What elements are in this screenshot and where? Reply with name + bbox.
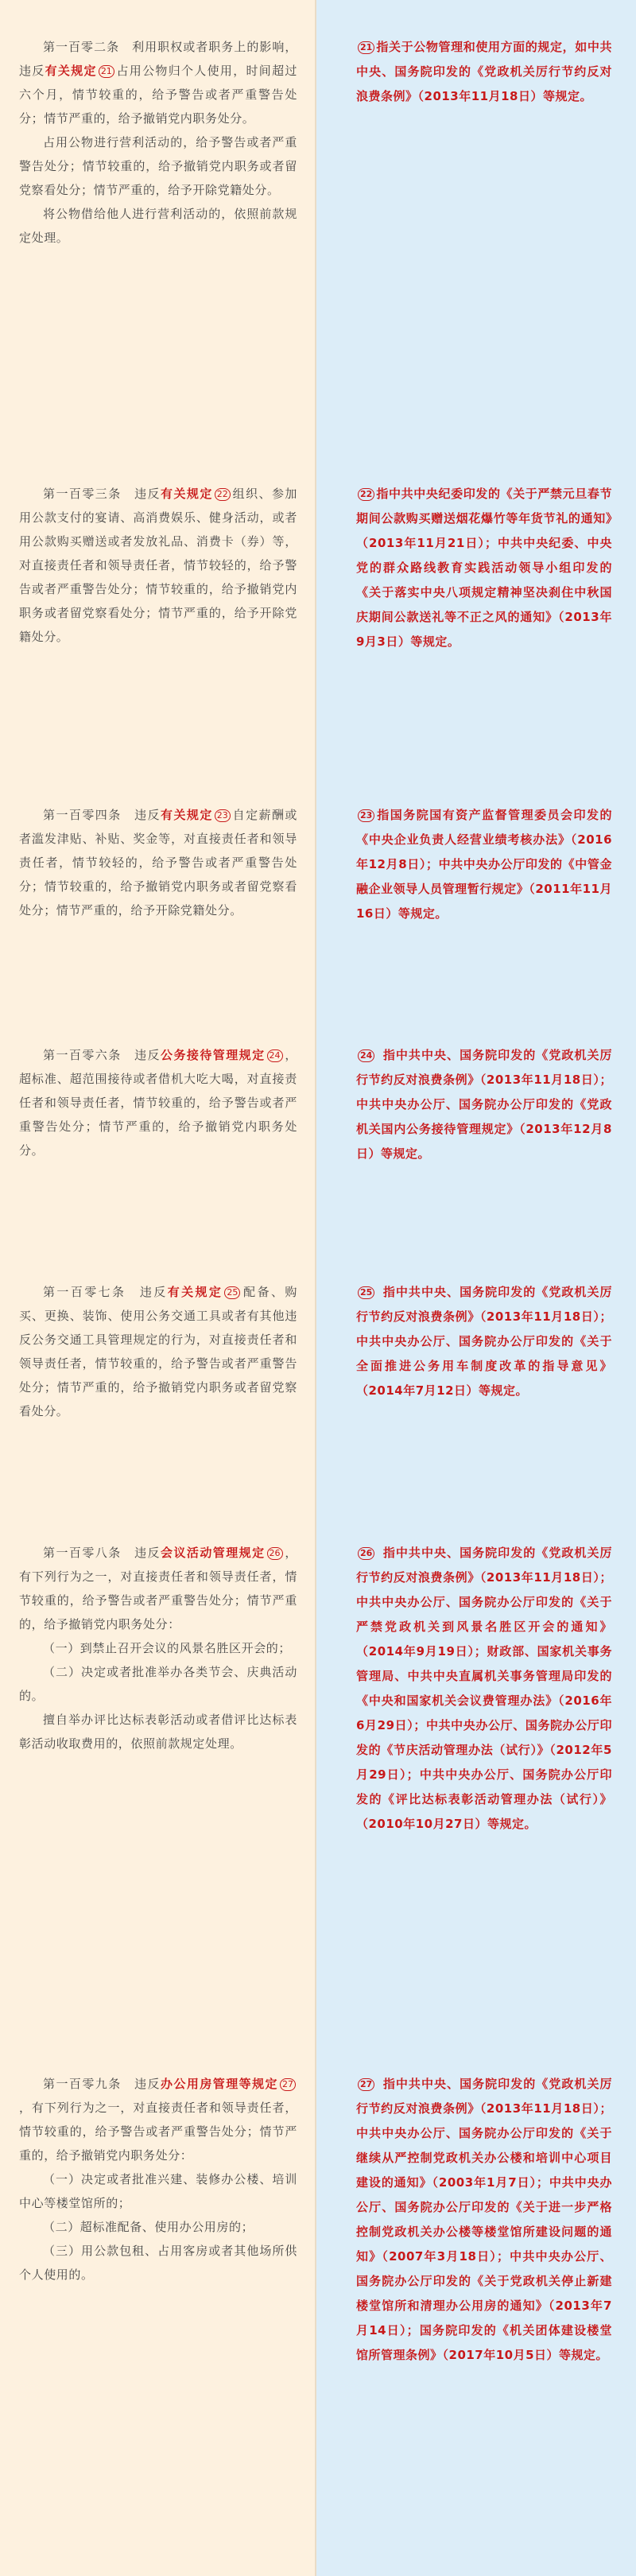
article-paragraph: 第一百零七条 违反有关规定 25 配备、购买、更换、装饰、使用公务交通工具或者有其他违反公务交通工具管理规定的行为，对直接责任者和领导责任者，情节较重的，给予警告或者严重警告处分；情节严重的，给予撤销党内职务或者留党察看处分。 xyxy=(19,1285,298,1418)
regulation-keyword: 有关规定 xyxy=(161,808,213,822)
regulation-keyword: 公务接待管理规定 xyxy=(161,1048,266,1062)
regulation-keyword: 有关规定 xyxy=(45,64,97,78)
footnote-number: 26 xyxy=(358,1547,374,1560)
article-paragraph: 第一百零四条 违反有关规定 23 自定薪酬或者滥发津贴、补贴、奖金等，对直接责任者和领导责任者，情节较轻的，给予警告或者严重警告处分；情节较重的，给予撤销党内职务或者留党察看处分；情节严重的，给予开除党籍处分。 xyxy=(19,808,297,918)
article-106 xyxy=(19,1043,297,1162)
regulation-keyword: 办公用房管理等规定 xyxy=(161,2077,278,2091)
article-paragraph: 第一百零九条 违反办公用房管理等规定 27，有下列行为之一，对直接责任者和领导责任者，情节较重的，给予警告或者严重警告处分；情节严重的，给予撤销党内职务处分： xyxy=(19,2077,297,2163)
footnote-marker[interactable]: 24 xyxy=(267,1049,283,1062)
footnote-number: 25 xyxy=(358,1286,374,1299)
article-paragraph: 占用公物进行营利活动的，给予警告或者严重警告处分；情节较重的，给予撤销党内职务或者留党察看处分；情节严重的，给予开除党籍处分。 xyxy=(19,135,297,197)
footnote-marker[interactable]: 27 xyxy=(280,2078,296,2091)
article-paragraph: 将公物借给他人进行营利活动的，依照前款规定处理。 xyxy=(19,207,297,245)
regulation-keyword: 有关规定 xyxy=(161,487,213,501)
footnote-marker[interactable]: 23 xyxy=(215,809,231,822)
footnote-23 xyxy=(356,803,612,926)
article-104 xyxy=(19,803,297,922)
article-paragraph: 擅自举办评比达标表彰活动或者借评比达标表彰活动收取费用的，依照前款规定处理。 xyxy=(19,1713,297,1751)
footnote-text: 指中共中央、国务院印发的《党政机关厉行节约反对浪费条例》（2013年11月18日）；中共中央办公厅、国务院办公厅印发的《关于严禁党政机关到风景名胜区开会的通知》（2014年9月19日）；财政部、国家机关事务管理局、中共中央直属机关事务管理局印发的《中央和国家机关会议费管理办法》（2016年6月29日）；中共中央办公厅、国务院办公厅印发的《节庆活动管理办法（试行）》（2012年5月29日）；中共中央办公厅、国务院办公厅印发的《评比达标表彰活动管理办法（试行）》（2010年10月27日）等规定。 xyxy=(356,1546,612,1831)
footnote-text: 指中共中央、国务院印发的《党政机关厉行节约反对浪费条例》（2013年11月18日）；中共中央办公厅、国务院办公厅印发的《关于继续从严控制党政机关办公楼和培训中心项目建设的通知》（2003年1月7日）；中共中央办公厅、国务院办公厅印发的《关于进一步严格控制党政机关办公楼等楼堂馆所建设问题的通知》（2007年3月18日）；中共中央办公厅、国务院办公厅印发的《关于党政机关停止新建楼堂馆所和清理办公用房的通知》（2013年7月14日）；国务院印发的《机关团体建设楼堂馆所管理条例》（2017年10月5日）等规定。 xyxy=(356,2077,612,2362)
footnote-27 xyxy=(356,2072,612,2368)
article-109 xyxy=(19,2072,297,2287)
footnote-text: 指关于公物管理和使用方面的规定，如中共中央、国务院印发的《党政机关厉行节约反对浪费条例》（2013年11月18日）等规定。 xyxy=(356,40,612,103)
footnote-text: 指国务院国有资产监督管理委员会印发的《中央企业负责人经营业绩考核办法》（2016年12月8日）；中共中央办公厅印发的《中管金融企业领导人员管理暂行规定》（2011年11月16日）等规定。 xyxy=(356,808,612,921)
article-paragraph: （一）到禁止召开会议的风景名胜区开会的； xyxy=(43,1641,292,1655)
article-108 xyxy=(19,1541,297,1755)
footnote-marker[interactable]: 21 xyxy=(99,65,114,78)
footnote-number: 22 xyxy=(358,488,374,501)
footnote-number: 21 xyxy=(358,41,374,54)
footnote-marker[interactable]: 22 xyxy=(215,488,231,501)
regulation-keyword: 有关规定 xyxy=(167,1285,223,1299)
article-103 xyxy=(19,482,297,649)
article-paragraph: 第一百零六条 违反公务接待管理规定 24 ，超标准、超范围接待或者借机大吃大喝，对直接责任者和领导责任者，情节较重的，给予警告或者严重警告处分；情节严重的，给予撤销党内职务处分。 xyxy=(19,1048,297,1158)
article-102 xyxy=(19,35,297,250)
article-paragraph: 第一百零三条 违反有关规定 22 组织、参加用公款支付的宴请、高消费娱乐、健身活动，或者用公款购买赠送或者发放礼品、消费卡（券）等，对直接责任者和领导责任者，情节较轻的，给予警告或者严重警告处分；情节较重的，给予撤销党内职务或者留党察看处分；情节严重的，给予开除党籍处分。 xyxy=(19,487,297,644)
footnote-26 xyxy=(356,1541,612,1837)
footnote-text: 指中共中央纪委印发的《关于严禁元旦春节期间公款购买赠送烟花爆竹等年货节礼的通知》（2013年11月21日）；中共中央纪委、中央党的群众路线教育实践活动领导小组印发的《关于落实中央八项规定精神坚决刹住中秋国庆期间公款送礼等不正之风的通知》（2013年9月3日）等规定。 xyxy=(356,487,612,649)
article-107 xyxy=(19,1280,297,1423)
footnote-25 xyxy=(356,1280,612,1403)
footnote-text: 指中共中央、国务院印发的《党政机关厉行节约反对浪费条例》（2013年11月18日）；中共中央办公厅、国务院办公厅印发的《党政机关国内公务接待管理规定》（2013年12月8日）等规定。 xyxy=(356,1048,612,1161)
footnote-marker[interactable]: 25 xyxy=(224,1286,240,1299)
footnote-24 xyxy=(356,1043,612,1166)
column-divider xyxy=(315,0,316,2576)
footnote-number: 27 xyxy=(358,2078,374,2091)
footnote-marker[interactable]: 26 xyxy=(267,1547,283,1560)
footnote-text: 指中共中央、国务院印发的《党政机关厉行节约反对浪费条例》（2013年11月18日）；中共中央办公厅、国务院办公厅印发的《关于全面推进公务用车制度改革的指导意见》（2014年7月12日）等规定。 xyxy=(356,1285,612,1398)
article-paragraph: 第一百零八条 违反会议活动管理规定 26 ，有下列行为之一，对直接责任者和领导责任者，情节较重的，给予警告或者严重警告处分；情节严重的，给予撤销党内职务处分： xyxy=(19,1546,297,1631)
article-paragraph: （二）超标准配备、使用办公用房的； xyxy=(43,2220,254,2234)
footnote-21 xyxy=(356,35,612,109)
footnote-22 xyxy=(356,482,612,654)
article-paragraph: （二）决定或者批准举办各类节会、庆典活动的。 xyxy=(19,1665,297,1703)
footnote-number: 24 xyxy=(358,1049,374,1062)
regulation-keyword: 会议活动管理规定 xyxy=(161,1546,266,1560)
article-paragraph: 第一百零二条 利用职权或者职务上的影响，违反有关规定 21 占用公物归个人使用，时间超过六个月，情节较重的，给予警告或者严重警告处分；情节严重的，给予撤销党内职务处分。 xyxy=(19,40,298,126)
article-paragraph: （三）用公款包租、占用客房或者其他场所供个人使用的。 xyxy=(19,2244,297,2282)
footnote-number: 23 xyxy=(358,809,374,822)
article-paragraph: （一）决定或者批准兴建、装修办公楼、培训中心等楼堂馆所的； xyxy=(19,2172,297,2210)
